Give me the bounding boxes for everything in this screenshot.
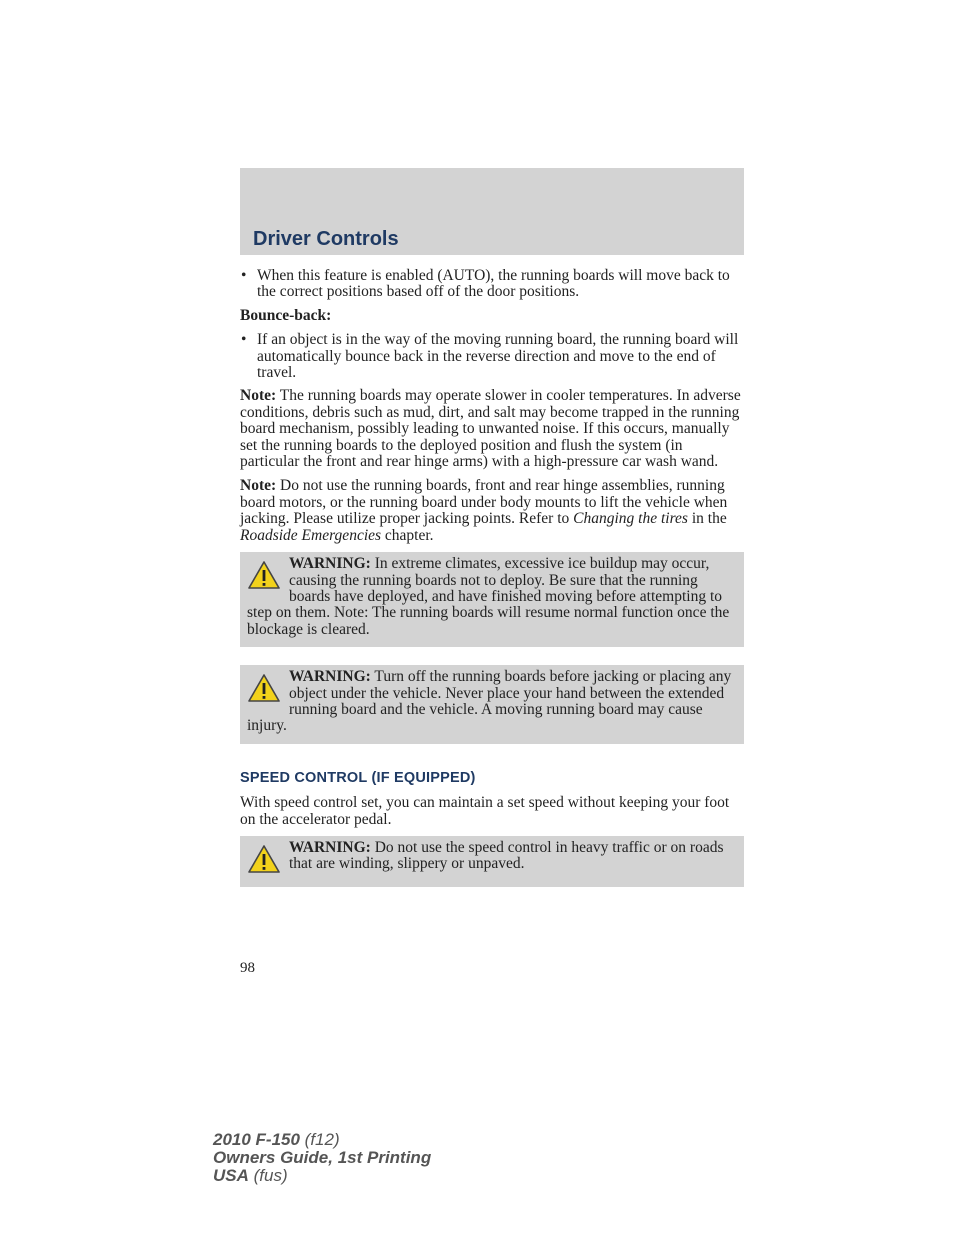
list-item bbox=[240, 332, 744, 381]
footer-model-code: (f12) bbox=[299, 1130, 340, 1149]
footer-region-line bbox=[213, 1167, 431, 1185]
warning-triangle-icon bbox=[247, 844, 281, 874]
intro-paragraph: With speed control set, you can maintain a set speed without keeping your foot on the accelerator pedal. bbox=[240, 794, 730, 828]
note-text: The running boards may operate slower in cooler temperatures. In adverse conditions, debris such as mud, dirt, and salt may become trapped in the running board mechanism, possibly leading to unwanted noise. If this occurs, manually set the running boards to the deployed position and flush the system (in particular the front and rear hinge arms) with a high-pressure car wash wand. bbox=[240, 387, 741, 471]
warning-box bbox=[240, 665, 744, 744]
footer-guide-line bbox=[213, 1149, 431, 1167]
warning-label: WARNING: bbox=[289, 668, 371, 686]
page-title: Driver Controls bbox=[253, 228, 399, 250]
note-label: Note: bbox=[240, 477, 277, 495]
warning-box bbox=[240, 552, 744, 647]
warning-triangle-icon bbox=[247, 673, 281, 703]
note-paragraph bbox=[240, 478, 744, 544]
main-content bbox=[240, 268, 744, 905]
warning-triangle-icon bbox=[247, 560, 281, 590]
bullet-text: If an object is in the way of the moving running board, the running board will automatically bounce back in the reverse direction and move to the end of travel. bbox=[257, 331, 739, 382]
note-label: Note: bbox=[240, 387, 277, 405]
cross-reference: Changing the tires bbox=[573, 510, 688, 528]
page-number: 98 bbox=[240, 960, 255, 976]
footer-region-code: (fus) bbox=[248, 1166, 288, 1185]
section-title: SPEED CONTROL (IF EQUIPPED) bbox=[240, 769, 476, 786]
cross-reference: Roadside Emergencies bbox=[240, 526, 382, 544]
note-text: chapter. bbox=[381, 526, 434, 544]
list-item bbox=[240, 268, 744, 301]
warning-text: In extreme climates, excessive ice buildup may occur, causing the running boards not to deploy. Be sure that the running boards have deployed, and have finished moving before attempting to step on them. Note: The running boards will resume normal function once the blockage is cleared. bbox=[247, 555, 730, 638]
warning-label: WARNING: bbox=[289, 838, 371, 856]
header-band bbox=[240, 168, 744, 255]
note-text: in the bbox=[687, 510, 727, 528]
warning-box bbox=[240, 836, 744, 887]
bullet-dot: • bbox=[241, 267, 247, 284]
note-paragraph bbox=[240, 388, 744, 470]
note-text: Do not use the running boards, front and rear hinge assemblies, running board motors, or the running board under body mounts to lift the vehicle when jacking. Please utilize proper jacking points. Refer to bbox=[240, 477, 728, 528]
bullet-text: When this feature is enabled (AUTO), the running boards will move back to the correct positions based off of the door positions. bbox=[257, 267, 730, 301]
subheading-bounce-back: Bounce-back: bbox=[240, 306, 332, 324]
warning-text: Do not use the speed control in heavy traffic or on roads that are winding, slippery or unpaved. bbox=[289, 838, 724, 873]
footer-model-line bbox=[213, 1131, 431, 1149]
warning-text: Turn off the running boards before jacking or placing any object under the vehicle. Never place your hand between the extended running board and the vehicle. A moving running board may cause injury. bbox=[247, 668, 732, 735]
warning-label: WARNING: bbox=[289, 555, 371, 573]
footer bbox=[213, 1131, 431, 1185]
footer-guide: Owners Guide, 1st Printing bbox=[213, 1148, 432, 1167]
footer-model: 2010 F-150 bbox=[213, 1130, 300, 1149]
bullet-dot: • bbox=[241, 331, 247, 349]
footer-region: USA bbox=[213, 1166, 249, 1185]
